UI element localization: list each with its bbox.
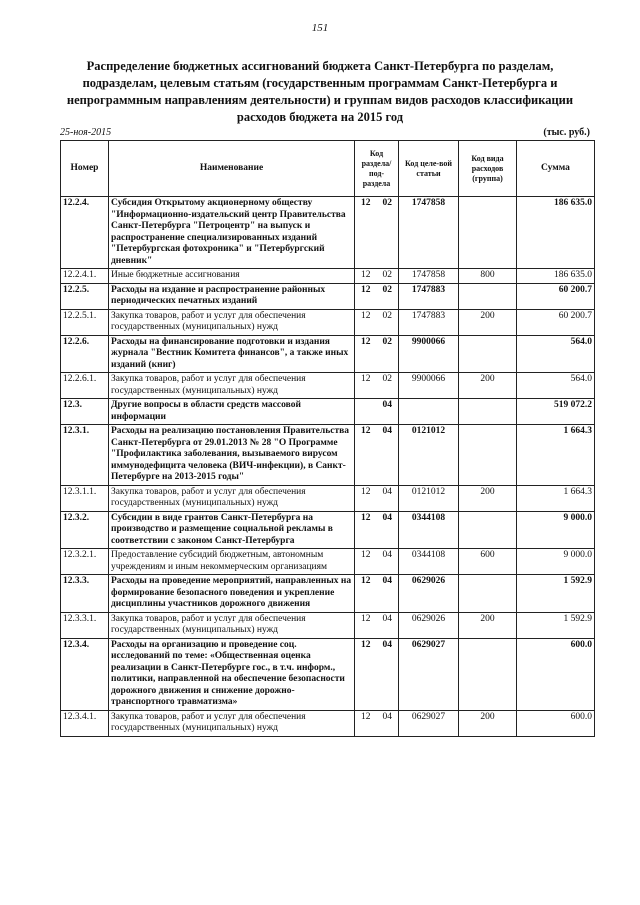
- row-podrazdel: 02: [382, 284, 392, 295]
- row-article-code: [399, 399, 459, 425]
- row-number: 12.2.6.1.: [61, 373, 109, 399]
- row-section-code: [355, 575, 399, 613]
- row-number: 12.3.3.1.: [61, 612, 109, 638]
- row-name: Субсидии в виде грантов Санкт-Петербурга на производство и размещение социальной рекламы в соответствии с законом Санкт-Петербурга: [109, 511, 355, 549]
- row-group-code: [459, 283, 517, 309]
- row-name: Иные бюджетные ассигнования: [109, 269, 355, 284]
- row-article-code: 9900066: [399, 373, 459, 399]
- row-section-code: [355, 425, 399, 486]
- row-sum: 1 592.9: [517, 575, 595, 613]
- document-title: Распределение бюджетных ассигнований бюджета Санкт-Петербурга по разделам, подразделам, целевым статьям (государственным программам Санкт-Петербурга и непрограммным направлениям деятельности) и группам видов расходов классификации расходов бюджета на 2015 год: [66, 59, 574, 124]
- row-group-code: [459, 638, 517, 710]
- row-sum: 1 664.3: [517, 485, 595, 511]
- table-row: [61, 575, 595, 613]
- row-name: Расходы на организацию и проведение соц. исследований по теме: «Общественная оценка реализации в Санкт-Петербурге гос., в т.ч. информ., политики, направленной на обеспечение безопасности дорожного движения и снижение дорожно-транспортного травматизма»: [109, 638, 355, 710]
- row-section-code: [355, 485, 399, 511]
- row-section-code: [355, 399, 399, 425]
- table-row: [61, 638, 595, 710]
- row-name: Закупка товаров, работ и услуг для обеспечения государственных (муниципальных) нужд: [109, 373, 355, 399]
- row-number: 12.3.4.1.: [61, 710, 109, 736]
- row-number: 12.3.2.: [61, 511, 109, 549]
- row-article-code: 1747883: [399, 309, 459, 335]
- row-group-code: 200: [459, 373, 517, 399]
- row-group-code: 200: [459, 309, 517, 335]
- row-razdel: 12: [361, 512, 371, 523]
- row-razdel: 12: [361, 576, 371, 586]
- row-sum: 1 592.9: [517, 612, 595, 638]
- row-razdel: [355, 400, 377, 412]
- page-number: 151: [311, 22, 329, 34]
- row-section-code: [355, 373, 399, 399]
- row-article-code: 0344108: [399, 549, 459, 575]
- row-article-code: 1747858: [399, 197, 459, 269]
- row-razdel: 12: [361, 486, 371, 497]
- table-row: [61, 549, 595, 575]
- header-section: Код раздела/ под-раздела: [355, 141, 399, 197]
- header-number: Номер: [61, 141, 109, 197]
- row-name: Закупка товаров, работ и услуг для обеспечения государственных (муниципальных) нужд: [109, 309, 355, 335]
- row-podrazdel: 04: [382, 639, 392, 650]
- table-row: [61, 425, 595, 486]
- row-name: Расходы на проведение мероприятий, направленных на формирование безопасного поведения и укрепление дисциплины участников дорожного движения: [109, 575, 355, 613]
- row-name: Расходы на издание и распространение районных периодических печатных изданий: [109, 283, 355, 309]
- row-article-code: 1747883: [399, 283, 459, 309]
- row-group-code: 200: [459, 485, 517, 511]
- row-podrazdel: 02: [382, 374, 392, 384]
- table-row: [61, 283, 595, 309]
- row-group-code: [459, 399, 517, 425]
- row-article-code: 0629026: [399, 575, 459, 613]
- row-article-code: 0121012: [399, 485, 459, 511]
- row-section-code: [355, 710, 399, 736]
- row-number: 12.3.3.: [61, 575, 109, 613]
- row-sum: 519 072.2: [517, 399, 595, 425]
- header-sum: Сумма: [517, 141, 595, 197]
- row-article-code: 9900066: [399, 335, 459, 373]
- row-number: 12.2.6.: [61, 335, 109, 373]
- row-sum: 9 000.0: [517, 511, 595, 549]
- row-podrazdel: 04: [382, 486, 392, 497]
- table-row: [61, 335, 595, 373]
- row-section-code: [355, 335, 399, 373]
- row-group-code: [459, 575, 517, 613]
- units-label: (тыс. руб.): [543, 127, 590, 138]
- row-section-code: [355, 197, 399, 269]
- row-section-code: [355, 511, 399, 549]
- row-podrazdel: 02: [382, 198, 392, 208]
- row-sum: 186 635.0: [517, 269, 595, 284]
- header-name: Наименование: [109, 141, 355, 197]
- row-name: Расходы на реализацию постановления Правительства Санкт-Петербурга от 29.01.2013 № 28 "О Программе "Профилактика заболевания, вызываемого вирусом иммунодефицита человека (ВИЧ-инфекции), в Санкт-Петербурге на 2013-2015 годы": [109, 425, 355, 486]
- row-razdel: 12: [361, 711, 371, 722]
- row-group-code: 800: [459, 269, 517, 284]
- table-row: [61, 511, 595, 549]
- row-sum: 60 200.7: [517, 283, 595, 309]
- row-sum: 1 664.3: [517, 425, 595, 486]
- row-number: 12.3.: [61, 399, 109, 425]
- row-podrazdel: 04: [382, 400, 392, 410]
- row-sum: 600.0: [517, 710, 595, 736]
- header-group: Код вида расходов (группа): [459, 141, 517, 197]
- row-sum: 9 000.0: [517, 549, 595, 575]
- row-name: Закупка товаров, работ и услуг для обеспечения государственных (муниципальных) нужд: [109, 710, 355, 736]
- row-number: 12.2.4.: [61, 197, 109, 269]
- row-podrazdel: 04: [382, 512, 392, 523]
- row-podrazdel: 02: [382, 310, 392, 321]
- row-podrazdel: 04: [382, 613, 392, 624]
- row-number: 12.3.4.: [61, 638, 109, 710]
- row-sum: 564.0: [517, 335, 595, 373]
- row-section-code: [355, 283, 399, 309]
- row-podrazdel: 04: [382, 550, 392, 560]
- row-group-code: 200: [459, 612, 517, 638]
- row-article-code: 0629027: [399, 638, 459, 710]
- row-sum: 60 200.7: [517, 309, 595, 335]
- row-razdel: 12: [361, 336, 371, 347]
- row-number: 12.3.1.: [61, 425, 109, 486]
- row-name: Расходы на финансирование подготовки и издания журнала "Вестник Комитета финансов", а также иных изданий (книг): [109, 335, 355, 373]
- row-group-code: [459, 511, 517, 549]
- table-row: [61, 269, 595, 284]
- row-group-code: [459, 335, 517, 373]
- row-razdel: 12: [361, 270, 371, 280]
- row-podrazdel: 04: [382, 711, 392, 722]
- row-podrazdel: 04: [382, 576, 392, 586]
- table-row: [61, 309, 595, 335]
- row-group-code: [459, 425, 517, 486]
- row-number: 12.3.2.1.: [61, 549, 109, 575]
- row-section-code: [355, 309, 399, 335]
- row-section-code: [355, 638, 399, 710]
- row-podrazdel: 02: [382, 270, 392, 280]
- row-razdel: 12: [361, 426, 371, 436]
- row-name: Субсидия Открытому акционерному обществу "Информационно-издательский центр Правительства Санкт-Петербурга "Петроцентр" на выпуск и распространение специализированных изданий "Петербургская фотохроника" и "Петербургский дневник": [109, 197, 355, 269]
- table-header-row: [61, 141, 595, 197]
- row-article-code: 0344108: [399, 511, 459, 549]
- row-sum: 600.0: [517, 638, 595, 710]
- row-razdel: 12: [361, 374, 371, 384]
- row-sum: 186 635.0: [517, 197, 595, 269]
- row-group-code: [459, 197, 517, 269]
- row-razdel: 12: [361, 639, 371, 650]
- row-number: 12.3.1.1.: [61, 485, 109, 511]
- row-name: Закупка товаров, работ и услуг для обеспечения государственных (муниципальных) нужд: [109, 612, 355, 638]
- row-group-code: 200: [459, 710, 517, 736]
- row-section-code: [355, 549, 399, 575]
- table-row: [61, 485, 595, 511]
- row-article-code: 1747858: [399, 269, 459, 284]
- table-row: [61, 399, 595, 425]
- row-sum: 564.0: [517, 373, 595, 399]
- row-number: 12.2.5.: [61, 283, 109, 309]
- document-date: 25-ноя-2015: [60, 127, 112, 138]
- row-number: 12.2.5.1.: [61, 309, 109, 335]
- row-article-code: 0629026: [399, 612, 459, 638]
- header-article: Код целе-вой статьи: [399, 141, 459, 197]
- row-section-code: [355, 612, 399, 638]
- table-row: [61, 197, 595, 269]
- row-section-code: [355, 269, 399, 284]
- row-razdel: 12: [361, 310, 371, 321]
- budget-table: [60, 140, 595, 737]
- row-number: 12.2.4.1.: [61, 269, 109, 284]
- row-razdel: 12: [361, 198, 371, 208]
- row-article-code: 0121012: [399, 425, 459, 486]
- row-razdel: 12: [361, 284, 371, 295]
- row-podrazdel: 02: [382, 336, 392, 347]
- table-row: [61, 612, 595, 638]
- row-razdel: 12: [361, 550, 371, 560]
- row-razdel: 12: [361, 613, 371, 624]
- row-name: Предоставление субсидий бюджетным, автономным учреждениям и иным некоммерческим организациям: [109, 549, 355, 575]
- row-podrazdel: 04: [382, 426, 392, 436]
- table-row: [61, 373, 595, 399]
- row-name: Другие вопросы в области средств массовой информации: [109, 399, 355, 425]
- row-name: Закупка товаров, работ и услуг для обеспечения государственных (муниципальных) нужд: [109, 485, 355, 511]
- row-group-code: 600: [459, 549, 517, 575]
- row-article-code: 0629027: [399, 710, 459, 736]
- table-row: [61, 710, 595, 736]
